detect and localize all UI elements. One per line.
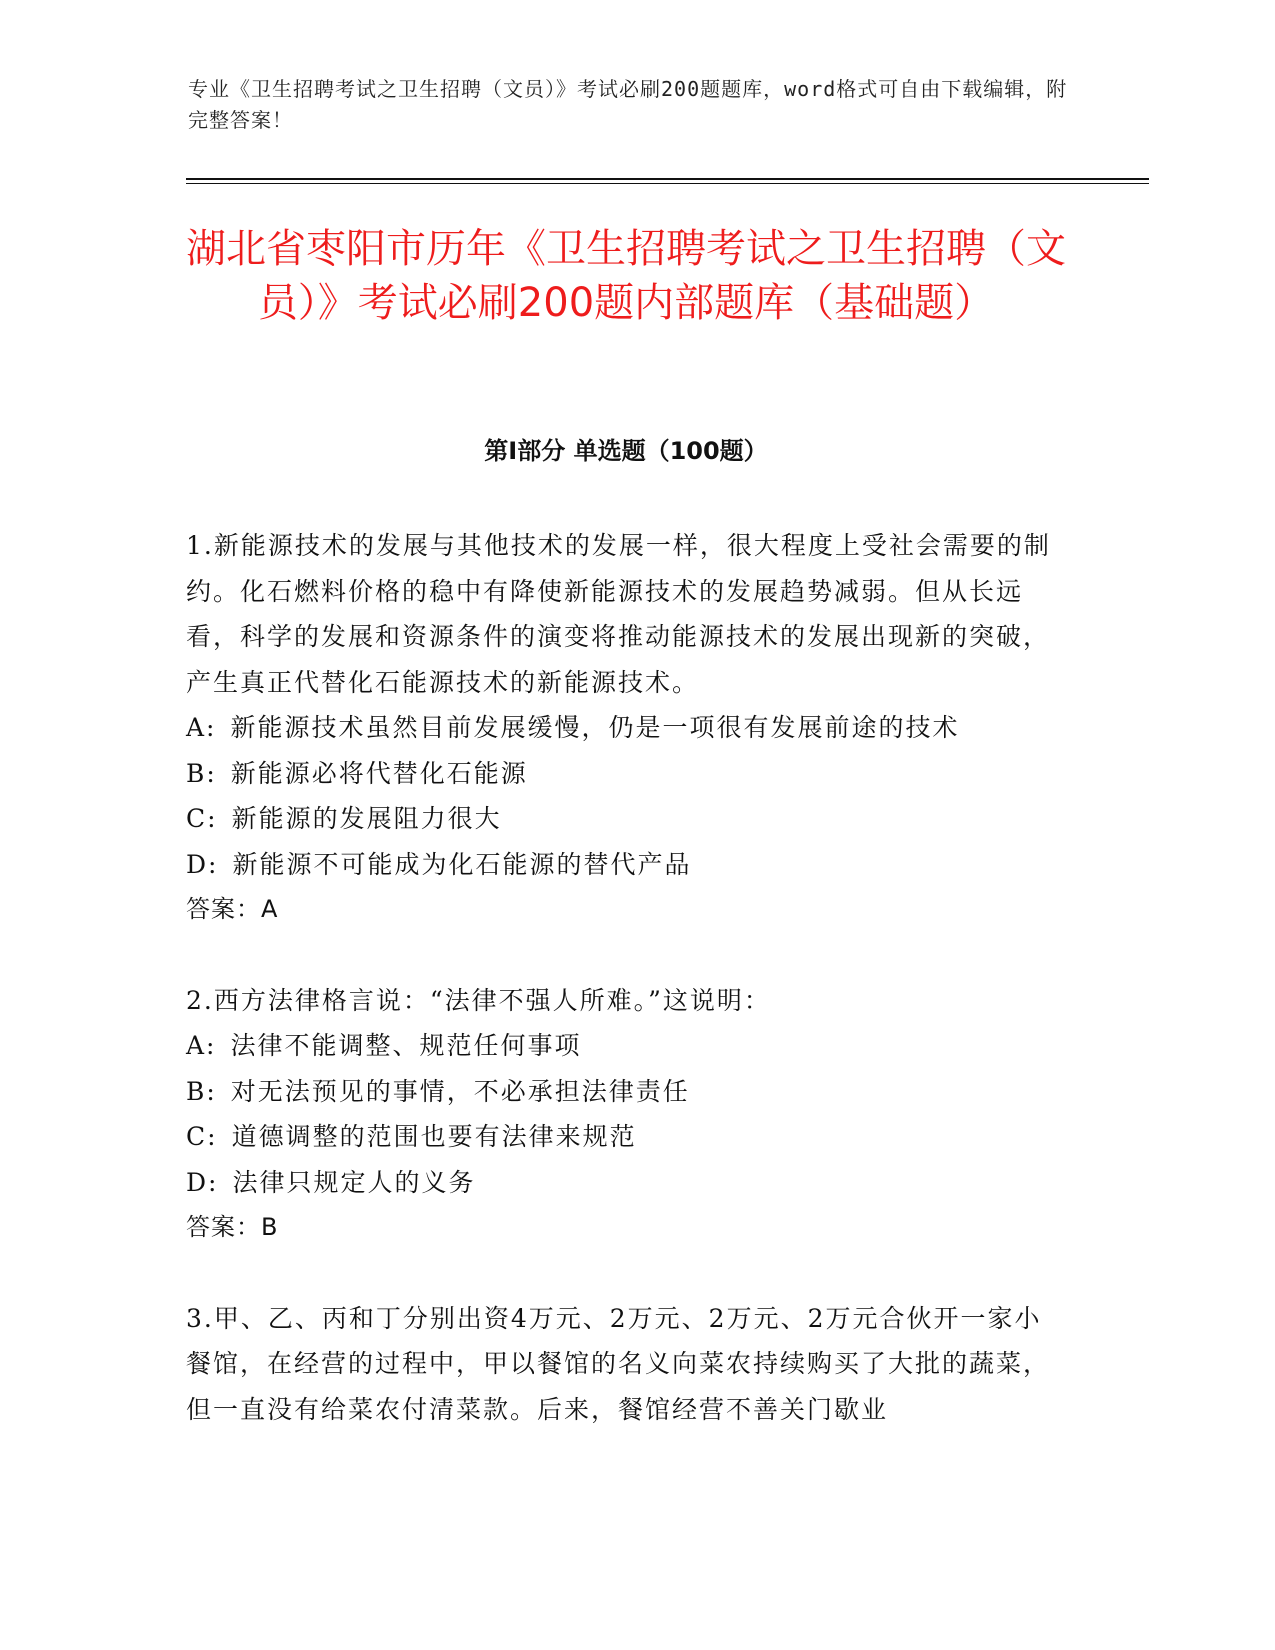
header-note: 专业《卫生招聘考试之卫生招聘（文员）》考试必刷200题题库，word格式可自由下载编辑，附完整答案！ xyxy=(188,77,1068,132)
option-text: 道德调整的范围也要有法律来规范 xyxy=(231,1122,637,1151)
option-text: 新能源技术虽然目前发展缓慢，仍是一项很有发展前途的技术 xyxy=(230,713,960,742)
option-d xyxy=(186,842,1066,888)
option-key: A: xyxy=(186,1031,217,1060)
option-key: D: xyxy=(186,849,219,879)
question-1 xyxy=(186,523,1066,933)
option-key: D: xyxy=(186,1167,219,1197)
question-stem: 3.甲、乙、丙和丁分别出资4万元、2万元、2万元、2万元合伙开一家小餐馆，在经营的过程中，甲以餐馆的名义向菜农持续购买了大批的蔬菜，但一直没有给菜农付清菜款。后来，餐馆经营不善关门歇业 xyxy=(186,1303,1051,1424)
question-stem: 2.西方法律格言说：“法律不强人所难。”这说明： xyxy=(186,985,771,1015)
answer: 答案：B xyxy=(186,1213,279,1241)
question-list xyxy=(186,523,1066,1477)
option-text: 新能源的发展阻力很大 xyxy=(231,804,502,833)
option-text: 新能源必将代替化石能源 xyxy=(230,758,528,788)
option-a xyxy=(186,705,1066,751)
option-key: C: xyxy=(186,1122,218,1151)
option-text: 新能源不可能成为化石能源的替代产品 xyxy=(232,849,692,879)
option-key: A: xyxy=(186,713,217,742)
option-c xyxy=(186,796,1066,842)
answer: 答案：A xyxy=(186,895,279,923)
option-text: 法律不能调整、规范任何事项 xyxy=(230,1031,582,1060)
question-stem: 1.新能源技术的发展与其他技术的发展一样，很大程度上受社会需要的制约。化石燃料价格的稳中有降使新能源技术的发展趋势减弱。但从长远看，科学的发展和资源条件的演变将推动能源技术的发展出现新的突破，产生真正代替化石能源技术的新能源技术。 xyxy=(186,531,1051,697)
option-b xyxy=(186,1069,1066,1115)
option-a xyxy=(186,1023,1066,1069)
option-key: B: xyxy=(186,758,217,788)
question-2 xyxy=(186,978,1066,1251)
option-key: B: xyxy=(186,1076,217,1106)
option-key: C: xyxy=(186,804,218,833)
header-divider xyxy=(186,178,1149,180)
option-text: 法律只规定人的义务 xyxy=(232,1167,476,1197)
option-b xyxy=(186,751,1066,797)
option-c xyxy=(186,1114,1066,1160)
option-text: 对无法预见的事情，不必承担法律责任 xyxy=(230,1076,690,1106)
question-3 xyxy=(186,1296,1066,1433)
header-divider-thin xyxy=(186,183,1149,184)
document-title: 湖北省枣阳市历年《卫生招聘考试之卫生招聘（文员）》考试必刷200题内部题库（基础题） xyxy=(186,226,1066,326)
section-title: 第I部分 单选题（100题） xyxy=(484,437,768,465)
option-d xyxy=(186,1160,1066,1206)
